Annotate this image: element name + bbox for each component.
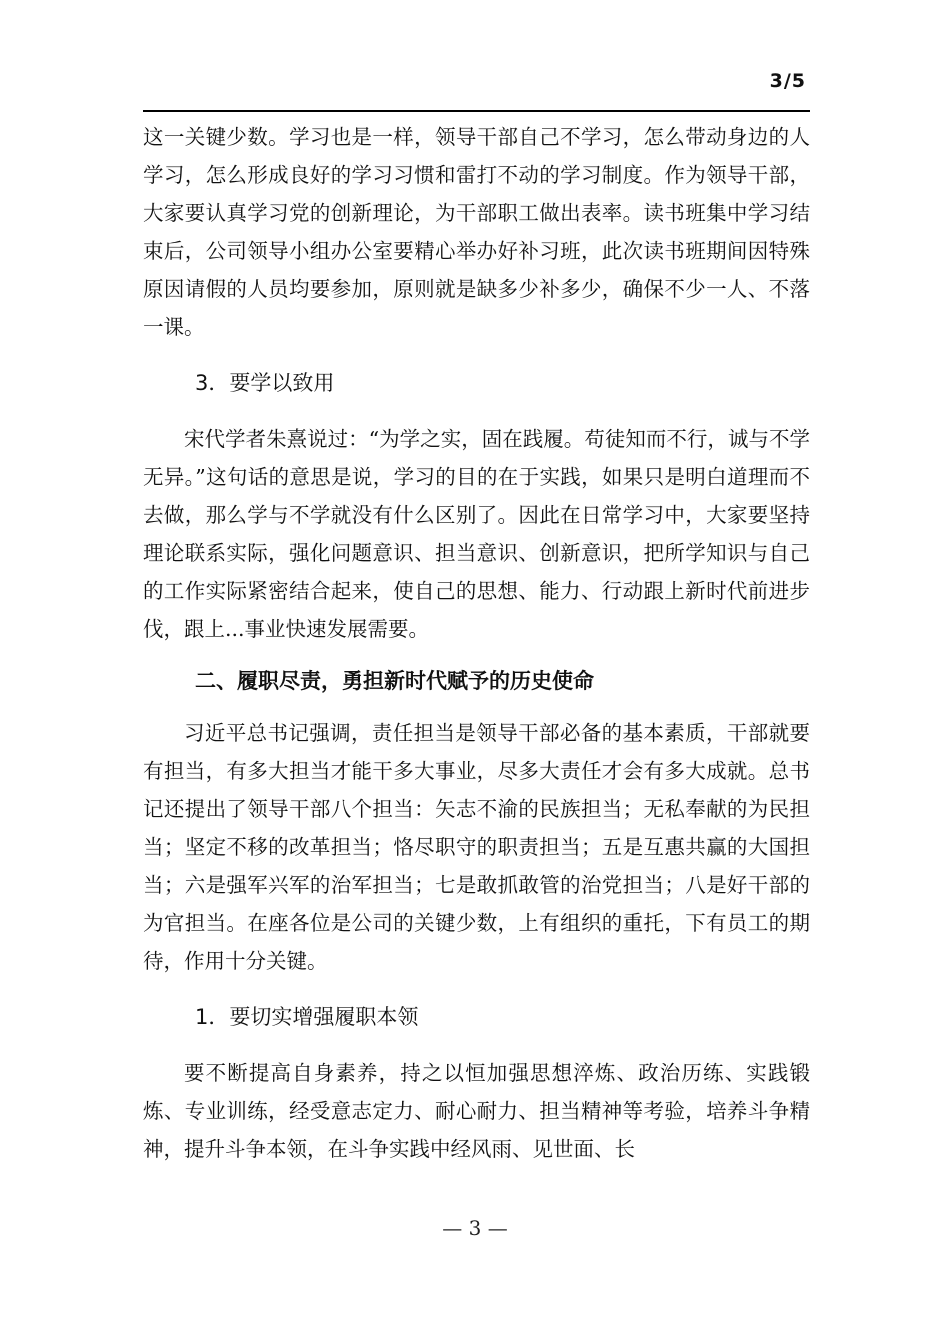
subheading-apply-learning: 3．要学以致用	[195, 371, 335, 395]
paragraph-continued: 这一关键少数。学习也是一样，领导干部自己不学习，怎么带动身边的人学习，怎么形成良好的学习习惯和雷打不动的学习制度。作为领导干部，大家要认真学习党的创新理论，为干部职工做出表率。读书班集中学习结束后，公司领导小组办公室要精心举办好补习班，此次读书班期间因特殊原因请假的人员均要参加，原则就是缺多少补多少，确保不少一人、不落一课。	[143, 125, 810, 339]
page-counter: 3/5	[769, 70, 806, 92]
subheading-capability: 1．要切实增强履职本领	[195, 1005, 419, 1029]
paragraph-zhuxi-quote: 宋代学者朱熹说过：“为学之实，固在践履。苟徒知而不行，诚与不学无异。”这句话的意思是说，学习的目的在于实践，如果只是明白道理而不去做，那么学与不学就没有什么区别了。因此在日常学习中，大家要坚持理论联系实际，强化问题意识、担当意识、创新意识，把所学知识与自己的工作实际紧密结合起来，使自己的思想、能力、行动跟上新时代前进步伐，跟上...事业快速发展需要。	[143, 427, 810, 641]
header-rule	[143, 110, 810, 112]
section-heading-duty: 二、履职尽责，勇担新时代赋予的历史使命	[195, 669, 594, 693]
paragraph-responsibility: 习近平总书记强调，责任担当是领导干部必备的基本素质，干部就要有担当，有多大担当才能干多大事业，尽多大责任才会有多大成就。总书记还提出了领导干部八个担当：矢志不渝的民族担当；无私奉献的为民担当；坚定不移的改革担当；恪尽职守的职责担当；五是互惠共赢的大国担当；六是强军兴军的治军担当；七是敢抓敢管的治党担当；八是好干部的为官担当。在座各位是公司的关键少数，上有组织的重托，下有员工的期待，作用十分关键。	[143, 721, 810, 973]
page-number: — 3 —	[442, 1216, 508, 1240]
document-body	[143, 118, 810, 1168]
paragraph-self-improvement: 要不断提高自身素养，持之以恒加强思想淬炼、政治历练、实践锻炼、专业训练，经受意志定力、耐心耐力、担当精神等考验，培养斗争精神，提升斗争本领，在斗争实践中经风雨、见世面、长	[143, 1061, 810, 1161]
